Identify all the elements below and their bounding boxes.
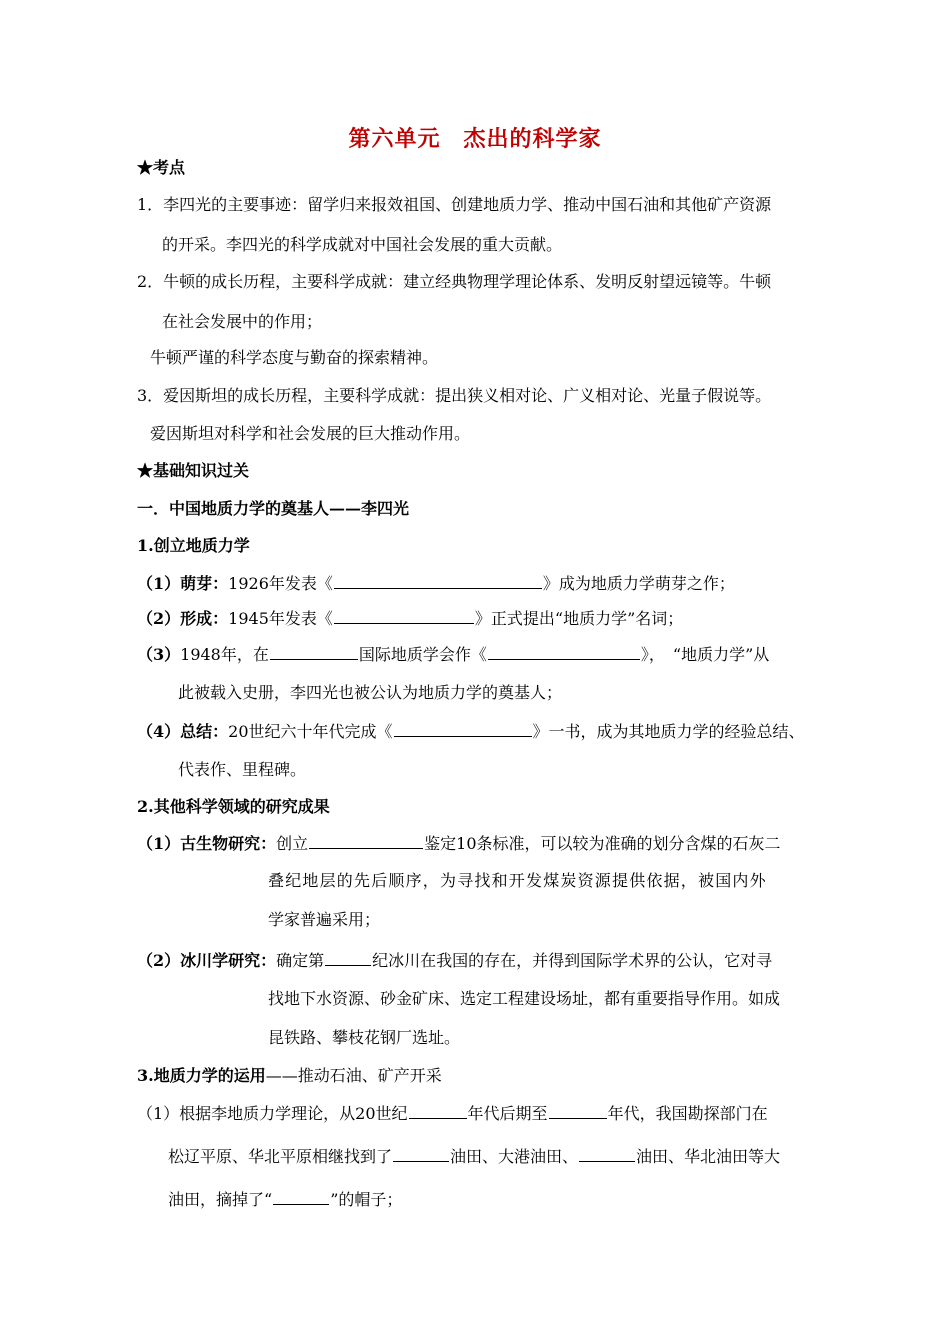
item-bingchuan-cont: 找地下水资源、砂金矿床、选定工程建设场址，都有重要指导作用。如成 bbox=[268, 989, 781, 1008]
item-number: （3） bbox=[137, 645, 181, 664]
item-text: 油田、大港油田、 bbox=[450, 1147, 579, 1166]
fill-blank[interactable] bbox=[409, 1100, 467, 1119]
fill-blank[interactable] bbox=[270, 641, 358, 660]
item-1948 bbox=[137, 641, 769, 667]
item-text: 》成为地质力学萌芽之作； bbox=[542, 574, 735, 593]
fill-blank[interactable] bbox=[309, 830, 423, 849]
fill-blank[interactable] bbox=[334, 570, 542, 589]
kaodian-heading: ★考点 bbox=[137, 158, 186, 177]
kaodian-item-2-extra: 牛顿严谨的科学态度与勤奋的探索精神。 bbox=[150, 348, 439, 367]
item-number: （4） bbox=[137, 722, 181, 741]
item-label: 萌芽： bbox=[180, 574, 229, 593]
item-1948-cont: 此被载入史册，李四光也被公认为地质力学的奠基人； bbox=[178, 683, 563, 702]
item-text: 创立 bbox=[276, 834, 309, 853]
item-text: 鉴定10条标准，可以较为准确的划分含煤的石灰二 bbox=[424, 834, 781, 853]
item-text: 1945年发表《 bbox=[228, 609, 333, 628]
item-text: 年代后期至 bbox=[467, 1104, 548, 1123]
kaodian-item-1: 1．李四光的主要事迹：留学归来报效祖国、创建地质力学、推动中国石油和其他矿产资源 bbox=[137, 195, 772, 214]
kaodian-item-3: 3．爱因斯坦的成长历程，主要科学成就：提出狭义相对论、广义相对论、光量子假说等。 bbox=[137, 386, 772, 405]
item-zongjie-cont: 代表作、里程碑。 bbox=[178, 760, 307, 779]
item-label: 形成： bbox=[180, 609, 229, 628]
item-number: （2） bbox=[137, 951, 181, 970]
item-gushengwu bbox=[137, 830, 781, 856]
jichu-heading: ★基础知识过关 bbox=[137, 461, 250, 480]
item-label: 冰川学研究： bbox=[180, 951, 277, 970]
fill-blank[interactable] bbox=[334, 605, 474, 624]
item-shiyou-cont bbox=[168, 1143, 780, 1169]
kaodian-item-1-cont: 的开采。李四光的科学成就对中国社会发展的重大贡献。 bbox=[162, 235, 563, 254]
item-xingcheng bbox=[137, 605, 683, 631]
item-mengya bbox=[137, 570, 735, 596]
item-gushengwu-cont: 学家普遍采用； bbox=[268, 910, 381, 929]
section-1-heading: 一．中国地质力学的奠基人——李四光 bbox=[137, 499, 410, 518]
kaodian-item-3-cont: 爱因斯坦对科学和社会发展的巨大推动作用。 bbox=[150, 424, 471, 443]
item-label: 总结： bbox=[180, 722, 229, 741]
item-number: （2） bbox=[137, 609, 181, 628]
item-text: 》一书，成为其地质力学的经验总结、 bbox=[532, 722, 805, 741]
fill-blank[interactable] bbox=[579, 1143, 635, 1162]
subsection-3-title: 3.地质力学的运用 bbox=[137, 1066, 266, 1085]
item-text: （1）根据李地质力学理论，从20世纪 bbox=[137, 1104, 408, 1123]
item-text: 松辽平原、华北平原相继找到了 bbox=[168, 1147, 393, 1166]
item-text: 年代，我国勘探部门在 bbox=[607, 1104, 768, 1123]
fill-blank[interactable] bbox=[393, 1143, 449, 1162]
page-title: 第六单元 杰出的科学家 bbox=[348, 126, 602, 152]
kaodian-item-2-cont: 在社会发展中的作用； bbox=[162, 312, 323, 331]
item-gushengwu-cont: 叠纪地层的先后顺序，为寻找和开发煤炭资源提供依据，被国内外 bbox=[268, 871, 767, 890]
subsection-3-subtitle: ——推动石油、矿产开采 bbox=[265, 1066, 442, 1085]
item-text: 1926年发表《 bbox=[228, 574, 333, 593]
item-text: 》， “地质力学”从 bbox=[640, 645, 770, 664]
item-shiyou-cont bbox=[168, 1186, 402, 1212]
item-text: 油田，摘掉了“ bbox=[168, 1190, 273, 1209]
item-number: （1） bbox=[137, 574, 181, 593]
item-shiyou bbox=[137, 1100, 768, 1126]
item-text: ”的帽子； bbox=[330, 1190, 403, 1209]
fill-blank[interactable] bbox=[488, 641, 640, 660]
item-text: 20世纪六十年代完成《 bbox=[228, 722, 393, 741]
item-label: 古生物研究： bbox=[180, 834, 277, 853]
fill-blank[interactable] bbox=[549, 1100, 607, 1119]
subsection-1-heading: 1.创立地质力学 bbox=[137, 536, 250, 555]
item-text: 油田、华北油田等大 bbox=[636, 1147, 781, 1166]
item-bingchuan-cont: 昆铁路、攀枝花钢厂选址。 bbox=[268, 1028, 461, 1047]
fill-blank[interactable] bbox=[325, 947, 371, 966]
item-text: 确定第 bbox=[276, 951, 325, 970]
item-bingchuan bbox=[137, 947, 772, 973]
item-text: 国际地质学会作《 bbox=[358, 645, 487, 664]
fill-blank[interactable] bbox=[273, 1186, 329, 1205]
item-zongjie bbox=[137, 718, 805, 744]
item-number: （1） bbox=[137, 834, 181, 853]
subsection-2-heading: 2.其他科学领域的研究成果 bbox=[137, 797, 330, 816]
fill-blank[interactable] bbox=[394, 718, 532, 737]
item-text: 》正式提出“地质力学”名词； bbox=[474, 609, 684, 628]
kaodian-item-2: 2．牛顿的成长历程，主要科学成就：建立经典物理学理论体系、发明反射望远镜等。牛顿 bbox=[137, 272, 772, 291]
subsection-3-heading bbox=[137, 1064, 442, 1088]
item-text: 1948年，在 bbox=[180, 645, 269, 664]
item-text: 纪冰川在我国的存在，并得到国际学术界的公认，它对寻 bbox=[372, 951, 773, 970]
